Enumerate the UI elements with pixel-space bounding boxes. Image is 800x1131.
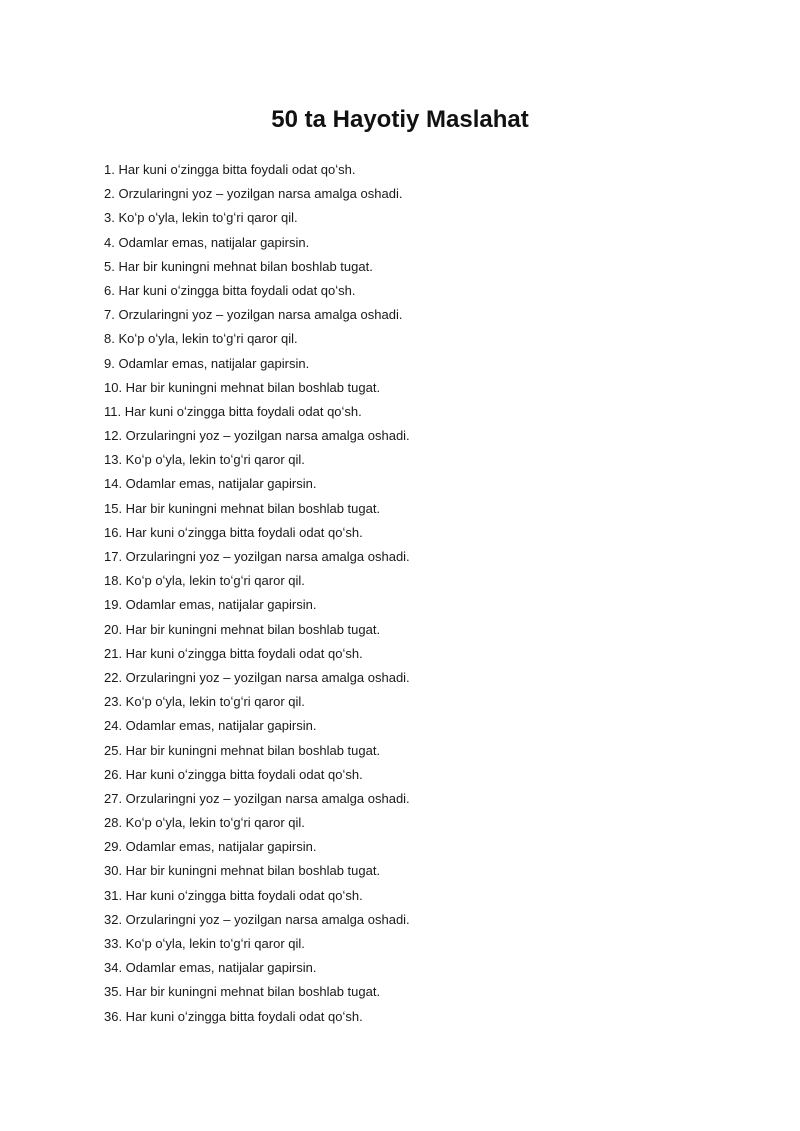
- list-item: 14. Odamlar emas, natijalar gapirsin.: [104, 476, 317, 492]
- list-item: 32. Orzularingni yoz – yozilgan narsa amalga oshadi.: [104, 911, 410, 927]
- list-item: 18. Koʻp oʻyla, lekin toʻgʻri qaror qil.: [104, 573, 305, 589]
- tips-list: [104, 158, 410, 1029]
- list-item: 19. Odamlar emas, natijalar gapirsin.: [104, 597, 317, 613]
- list-item: 21. Har kuni oʻzingga bitta foydali odat qoʻsh.: [104, 645, 363, 661]
- list-item: 22. Orzularingni yoz – yozilgan narsa amalga oshadi.: [104, 669, 410, 685]
- list-item: 10. Har bir kuningni mehnat bilan boshlab tugat.: [104, 379, 381, 395]
- list-item: 9. Odamlar emas, natijalar gapirsin.: [104, 355, 310, 371]
- list-item: 29. Odamlar emas, natijalar gapirsin.: [104, 839, 317, 855]
- list-item: 16. Har kuni oʻzingga bitta foydali odat qoʻsh.: [104, 524, 363, 540]
- list-item: 4. Odamlar emas, natijalar gapirsin.: [104, 234, 310, 250]
- list-item: 13. Koʻp oʻyla, lekin toʻgʻri qaror qil.: [104, 452, 305, 468]
- list-item: 30. Har bir kuningni mehnat bilan boshlab tugat.: [104, 863, 381, 879]
- list-item: 25. Har bir kuningni mehnat bilan boshlab tugat.: [104, 742, 381, 758]
- list-item: 15. Har bir kuningni mehnat bilan boshlab tugat.: [104, 500, 381, 516]
- list-item: 6. Har kuni oʻzingga bitta foydali odat qoʻsh.: [104, 282, 356, 298]
- list-item: 28. Koʻp oʻyla, lekin toʻgʻri qaror qil.: [104, 815, 305, 831]
- list-item: 12. Orzularingni yoz – yozilgan narsa amalga oshadi.: [104, 428, 410, 444]
- list-item: 8. Koʻp oʻyla, lekin toʻgʻri qaror qil.: [104, 331, 298, 347]
- list-item: 31. Har kuni oʻzingga bitta foydali odat qoʻsh.: [104, 887, 363, 903]
- list-item: 23. Koʻp oʻyla, lekin toʻgʻri qaror qil.: [104, 694, 305, 710]
- list-item: 27. Orzularingni yoz – yozilgan narsa amalga oshadi.: [104, 790, 410, 806]
- list-item: 3. Koʻp oʻyla, lekin toʻgʻri qaror qil.: [104, 210, 298, 226]
- list-item: 5. Har bir kuningni mehnat bilan boshlab tugat.: [104, 258, 373, 274]
- list-item: 11. Har kuni oʻzingga bitta foydali odat qoʻsh.: [104, 403, 362, 419]
- list-item: 36. Har kuni oʻzingga bitta foydali odat qoʻsh.: [104, 1008, 363, 1024]
- list-item: 35. Har bir kuningni mehnat bilan boshlab tugat.: [104, 984, 381, 1000]
- list-item: 2. Orzularingni yoz – yozilgan narsa amalga oshadi.: [104, 186, 403, 202]
- list-item: 1. Har kuni oʻzingga bitta foydali odat qoʻsh.: [104, 162, 356, 177]
- list-item: 7. Orzularingni yoz – yozilgan narsa amalga oshadi.: [104, 307, 403, 323]
- list-item: 26. Har kuni oʻzingga bitta foydali odat qoʻsh.: [104, 766, 363, 782]
- list-item: 20. Har bir kuningni mehnat bilan boshlab tugat.: [104, 621, 381, 637]
- list-item: 34. Odamlar emas, natijalar gapirsin.: [104, 960, 317, 976]
- list-item: 33. Koʻp oʻyla, lekin toʻgʻri qaror qil.: [104, 936, 305, 951]
- list-item: 17. Orzularingni yoz – yozilgan narsa amalga oshadi.: [104, 549, 410, 564]
- document-title: 50 ta Hayotiy Maslahat: [271, 106, 529, 133]
- list-item: 24. Odamlar emas, natijalar gapirsin.: [104, 718, 317, 734]
